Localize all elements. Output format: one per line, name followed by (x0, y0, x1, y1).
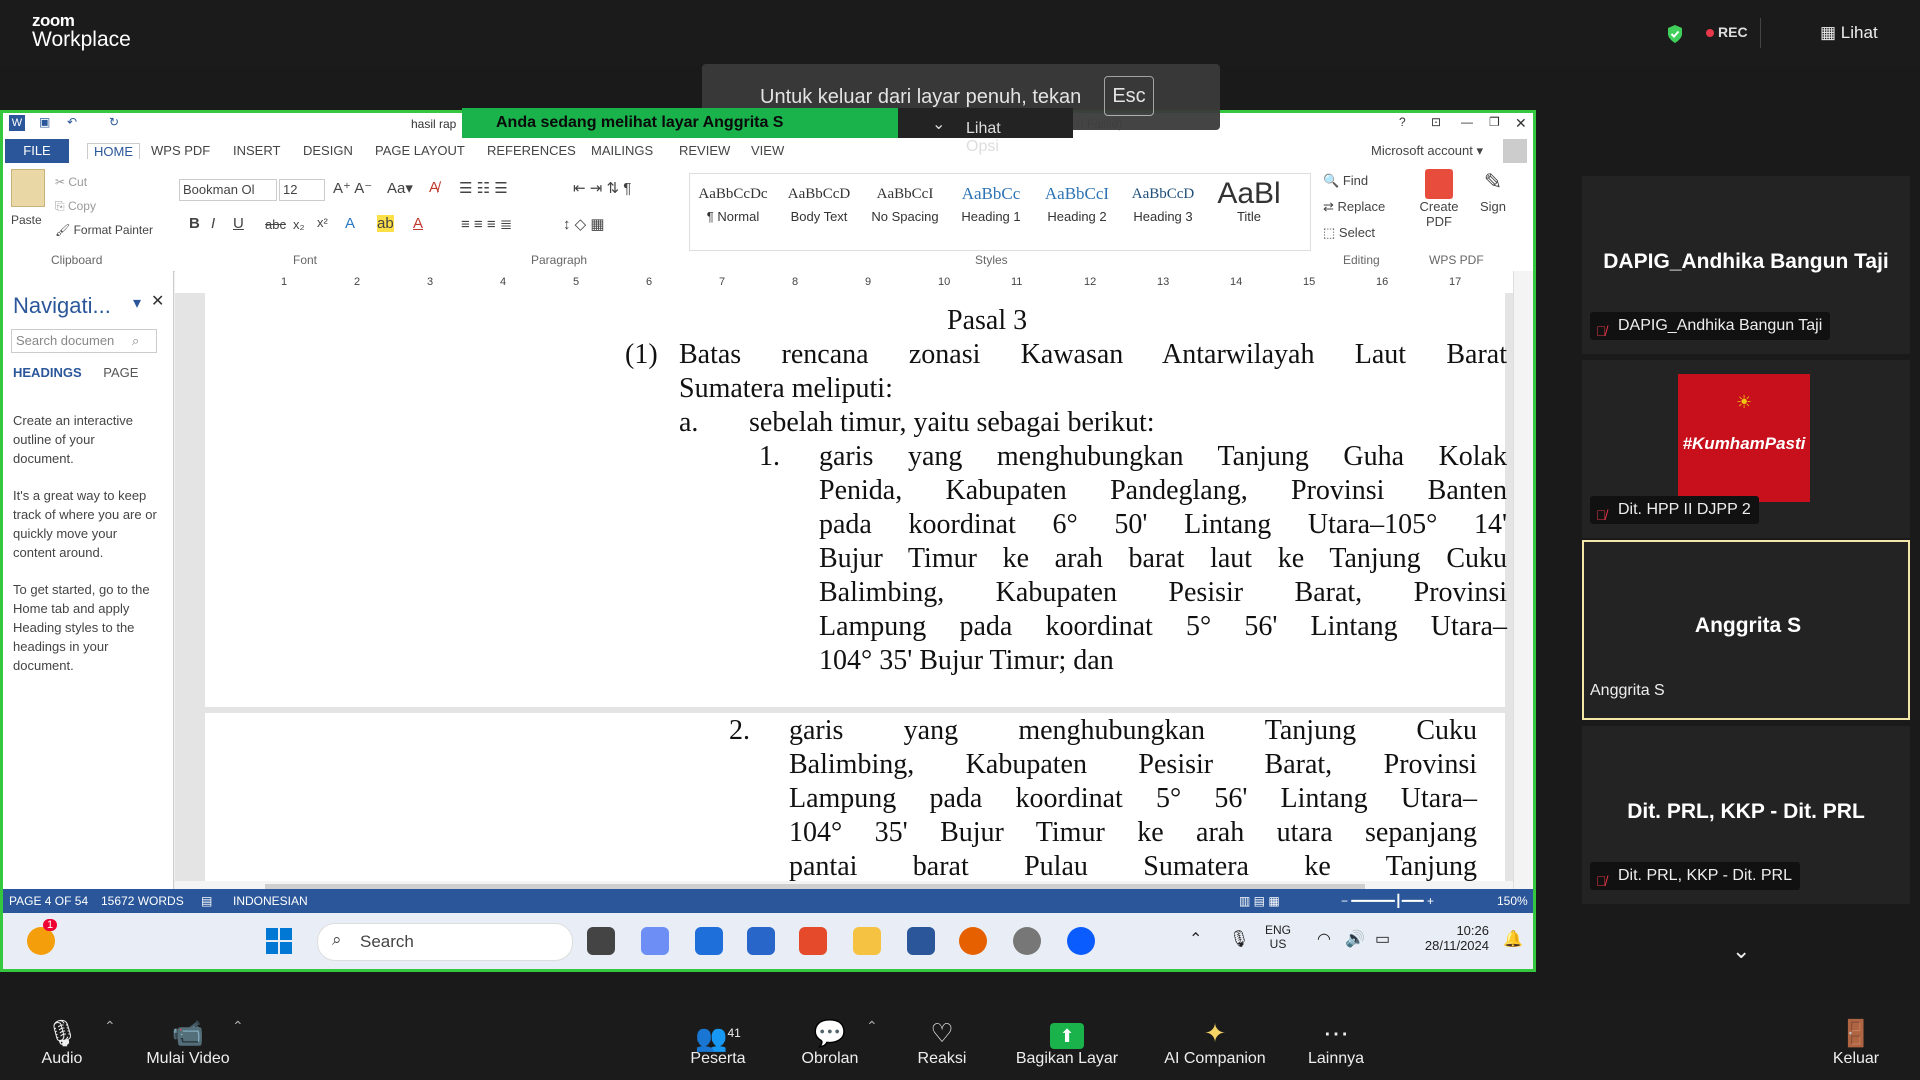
paragraph-line: pantai barat Pulau Sumatera ke Tanjung (789, 851, 1477, 881)
mic-muted-icon: 🎙 (45, 1018, 79, 1048)
create-pdf-button[interactable] (1409, 169, 1469, 245)
emblem-icon: ☀ (1736, 392, 1753, 412)
audio-label: Audio (41, 1050, 83, 1067)
taskbar-search-label: Search (360, 932, 414, 951)
participant-tile[interactable] (1582, 726, 1910, 904)
ai-companion-button[interactable] (1150, 1016, 1280, 1068)
reactions-label: Reaksi (917, 1050, 967, 1067)
search-icon: ⌕ (132, 333, 140, 348)
ruler-tick-label: 7 (719, 276, 726, 288)
leave-label: Keluar (1832, 1050, 1880, 1067)
search-placeholder: Search documen (16, 333, 115, 348)
participant-label-text: Dit. HPP II DJPP 2 (1618, 501, 1751, 518)
minimize-icon[interactable]: — (1461, 115, 1473, 129)
ruler-tick-label: 8 (792, 276, 799, 288)
avatar[interactable] (1503, 139, 1527, 163)
format-painter-label: Format Painter (73, 223, 153, 237)
style-preview: AaBl (1217, 177, 1281, 210)
redo-icon[interactable]: ↻ (109, 115, 120, 129)
superscript-button[interactable]: x² (317, 215, 328, 230)
clock-date: 28/11/2024 (1424, 938, 1489, 953)
tab-wps-pdf[interactable]: WPS PDF (151, 143, 211, 158)
style-preview: AaBbCcD (787, 186, 851, 202)
nav-menu-icon[interactable]: ▾ (133, 295, 142, 312)
help-icon[interactable]: ? (1399, 115, 1406, 129)
strikethrough-button[interactable]: abc (265, 217, 286, 232)
ruler-tick-label: 1 (281, 276, 288, 288)
help-paragraph: It's a great way to keep track of where you are or quickly move your content around. (13, 488, 157, 560)
tab-headings[interactable]: HEADINGS (13, 365, 82, 380)
wifi-icon[interactable]: ◠ (1317, 931, 1331, 948)
heart-icon: ♡ (930, 1018, 954, 1048)
paragraph-line: garis yang menghubungkan Tanjung Cuku (789, 715, 1477, 746)
zoom-controls-bar (0, 1000, 1920, 1080)
wps-group-label: WPS PDF (1429, 253, 1484, 267)
clock-time: 10:26 (1456, 923, 1489, 938)
esc-key: Esc (1104, 76, 1154, 116)
task-view-icon[interactable] (587, 927, 615, 955)
mic-muted-icon: 🎙̸ (1596, 323, 1607, 339)
ruler-tick-label: 4 (500, 276, 507, 288)
style-heading-3[interactable] (1121, 179, 1205, 239)
vertical-scrollbar[interactable] (1513, 271, 1534, 889)
font-size-value: 12 (283, 182, 298, 197)
replace-label: Replace (1337, 199, 1386, 214)
participant-label (1590, 862, 1800, 890)
paragraph-number: (1) (625, 339, 658, 370)
ribbon-display-icon[interactable]: ⊡ (1431, 115, 1442, 129)
create-pdf-label: Create PDF (1419, 199, 1459, 229)
zoom-app-icon[interactable] (1067, 927, 1095, 955)
paste-icon[interactable] (11, 169, 45, 207)
clipboard-group-label: Clipboard (51, 253, 103, 267)
zoom-logo (32, 12, 131, 50)
participants-icon: 👥$^{41}$ (695, 1022, 741, 1053)
tab-view[interactable]: VIEW (751, 143, 785, 158)
copilot-icon[interactable] (641, 927, 669, 955)
ruler-tick-label: 16 (1376, 276, 1389, 288)
word-app-icon: W (9, 115, 25, 131)
participant-name: Dit. PRL, KKP - Dit. PRL (1627, 800, 1865, 823)
leave-button[interactable] (1796, 1016, 1916, 1068)
select-label: Select (1338, 225, 1376, 240)
video-off-icon: 📹 (171, 1018, 205, 1048)
wps-icon[interactable] (799, 927, 827, 955)
ruler-tick-label: 14 (1230, 276, 1243, 288)
navigation-pane (3, 271, 174, 889)
view-label: Lihat (1840, 23, 1878, 42)
account-label: Microsoft account (1371, 143, 1473, 158)
file-explorer-icon[interactable] (853, 927, 881, 955)
sparkle-icon: ✦ (1204, 1018, 1226, 1048)
style-name: Heading 3 (1133, 209, 1193, 224)
more-icon: ⋯ (1323, 1018, 1349, 1048)
italic-button[interactable]: I (211, 215, 216, 232)
style-name: Heading 2 (1047, 209, 1107, 224)
format-painter-button[interactable]: 🖌 Format Painter (55, 223, 153, 237)
view-options-label: Lihat Opsi (966, 120, 1001, 155)
nav-pane-title: Navigati... (13, 293, 111, 318)
settings-icon[interactable] (1013, 927, 1041, 955)
paragraph-line: Lampung pada koordinat 5° 56' Lintang Utara– (819, 611, 1507, 642)
ruler-tick-label: 15 (1303, 276, 1316, 288)
lang-primary: ENG (1265, 923, 1292, 937)
spacing-shading-icons[interactable]: ↕ ◇ ▦ (563, 216, 605, 233)
tray-chevron-icon[interactable]: ⌃ (1189, 931, 1203, 948)
lang-secondary: US (1269, 937, 1287, 951)
style-name: No Spacing (871, 209, 939, 224)
leave-icon: 🚪 (1839, 1018, 1873, 1048)
volume-icon[interactable]: 🔊 (1345, 931, 1365, 948)
ruler-tick-label: 12 (1084, 276, 1097, 288)
highlight-icon[interactable]: ab (377, 215, 394, 232)
video-overlay-text: #KumhamPasti (1682, 434, 1806, 453)
viewing-screen-banner (462, 108, 898, 138)
participant-tile-active[interactable] (1582, 540, 1910, 720)
recording-indicator[interactable] (1706, 24, 1748, 40)
share-screen-icon: ⬆ (1002, 1016, 1132, 1050)
paragraph-line: Penida, Kabupaten Pandeglang, Provinsi Banten (819, 475, 1507, 506)
viewing-message: Anda sedang melihat layar Anggrita S (496, 114, 784, 131)
notification-icon[interactable]: 🔔 (1503, 931, 1523, 948)
tab-mailings[interactable]: MAILINGS (591, 143, 654, 158)
font-size-select[interactable] (279, 179, 325, 201)
paragraph-line: Sumatera meliputi: (679, 373, 893, 404)
editing-group-label: Editing (1343, 253, 1380, 267)
participant-label-text: Anggrita S (1590, 682, 1665, 699)
paragraph-line: Batas rencana zonasi Kawasan Antarwilayah Laut Barat (679, 339, 1507, 370)
tab-file[interactable]: FILE (5, 139, 69, 163)
style-heading-1[interactable] (949, 179, 1033, 239)
search-input[interactable] (11, 329, 157, 353)
page (205, 293, 1505, 707)
weather-icon[interactable] (27, 927, 55, 955)
style-preview: AaBbCc (961, 184, 1021, 203)
participant-name: DAPIG_Andhika Bangun Taji (1603, 250, 1889, 273)
firefox-icon[interactable] (959, 927, 987, 955)
tab-design[interactable]: DESIGN (303, 143, 353, 158)
style-title[interactable] (1207, 179, 1291, 239)
bullets-icon[interactable]: ☰ ☷ ☰ (459, 180, 508, 197)
word-count[interactable]: 15672 WORDS (101, 894, 184, 908)
help-paragraph: To get started, go to the Home tab and apply Heading styles to the headings in your document. (13, 582, 150, 673)
paragraph-line: garis yang menghubungkan Tanjung Guha Kolak (819, 441, 1507, 472)
style-preview: AaBbCcI (876, 186, 934, 202)
item-number: 2. (729, 715, 750, 746)
align-icons[interactable]: ≡ ≡ ≡ ≣ (461, 216, 513, 233)
list-letter: a. (679, 407, 699, 438)
tab-home[interactable]: HOME (87, 143, 140, 159)
sign-button[interactable] (1471, 169, 1515, 245)
more-button[interactable] (1276, 1016, 1396, 1068)
tab-insert[interactable]: INSERT (233, 143, 281, 158)
windows-taskbar (3, 913, 1533, 969)
divider (1760, 18, 1761, 48)
store-icon[interactable] (747, 927, 775, 955)
article-heading: Pasal 3 (947, 305, 1028, 336)
chat-options-chevron-icon[interactable]: ⌃ (866, 1018, 878, 1034)
tab-references[interactable]: REFERENCES (487, 143, 576, 158)
participants-count: 41 (727, 1026, 741, 1040)
video-label: Mulai Video (146, 1050, 230, 1067)
grid-icon: ▦ (1820, 23, 1841, 42)
ai-label: AI Companion (1164, 1050, 1266, 1067)
mic-muted-icon: 🎙̸ (1596, 507, 1607, 523)
font-color-icon[interactable]: A (413, 215, 424, 232)
paste-button[interactable]: Paste (11, 213, 42, 227)
paragraph-line: Bujur Timur ke arah barat laut ke Tanjung Cuku (819, 543, 1507, 574)
clock[interactable] (1409, 923, 1489, 953)
indent-icon[interactable]: ⇤ ⇥ ⇅ ¶ (573, 180, 632, 197)
participant-label-text: DAPIG_Andhika Bangun Taji (1618, 317, 1823, 334)
copy-label: Copy (67, 199, 96, 213)
paragraph-line: Lampung pada koordinat 5° 56' Lintang Utara– (789, 783, 1477, 814)
undo-icon[interactable]: ↶ (67, 115, 78, 129)
list-text: sebelah timur, yaitu sebagai berikut: (749, 407, 1155, 438)
style-preview: AaBbCcDc (698, 186, 768, 202)
share-label: Bagikan Layar (1015, 1050, 1119, 1067)
style-heading-2[interactable] (1035, 179, 1119, 239)
paragraph-line: 104° 35' Bujur Timur; dan (819, 645, 1114, 676)
paragraph-line: 104° 35' Bujur Timur ke arah utara sepanjang (789, 817, 1477, 848)
paragraph-line: Balimbing, Kabupaten Pesisir Barat, Provinsi (789, 749, 1477, 780)
paragraph-line: Balimbing, Kabupaten Pesisir Barat, Provinsi (819, 577, 1507, 608)
font-name-value: Bookman Ol (183, 182, 255, 197)
battery-icon[interactable]: ▭ (1375, 931, 1391, 948)
participant-tile[interactable] (1582, 176, 1910, 354)
view-options-button[interactable]: Lihat Opsi ⌄ (898, 108, 1073, 138)
chat-icon: 💬 (813, 1018, 847, 1048)
find-button[interactable]: 🔍 Find (1323, 173, 1369, 188)
participant-label (1590, 496, 1759, 524)
select-button[interactable]: ⬚ Select (1323, 225, 1376, 240)
participants-button[interactable] (658, 1016, 778, 1068)
ruler-tick-label: 11 (1011, 276, 1023, 288)
grow-font-icon[interactable]: A⁺ A⁻ (333, 180, 373, 197)
style-body-text[interactable] (777, 179, 861, 239)
close-icon[interactable]: ✕ (151, 293, 165, 310)
video-options-chevron-icon[interactable]: ⌃ (232, 1018, 244, 1034)
reactions-button[interactable] (882, 1016, 1002, 1068)
ruler-tick-label: 10 (938, 276, 951, 288)
share-screen-button[interactable] (1002, 1016, 1132, 1068)
copy-button[interactable]: ⎘ Copy (55, 199, 96, 213)
participant-label (1590, 312, 1830, 340)
audio-options-chevron-icon[interactable]: ⌃ (104, 1018, 116, 1034)
document-area[interactable] (175, 293, 1513, 881)
chat-label: Obrolan (801, 1050, 859, 1067)
style-name: Heading 1 (961, 209, 1021, 224)
start-video-button[interactable] (128, 1016, 248, 1068)
document-title: hasil rap (411, 117, 457, 131)
account-menu[interactable]: Microsoft account ▾ (1371, 143, 1484, 158)
more-label: Lainnya (1307, 1050, 1365, 1067)
text-effects-icon[interactable]: A (345, 215, 356, 232)
style-name: Title (1236, 209, 1262, 224)
ruler-tick-label: 3 (427, 276, 434, 288)
taskbar-search[interactable] (317, 923, 573, 961)
find-label: Find (1342, 173, 1369, 188)
restore-icon[interactable]: ❐ (1489, 115, 1500, 129)
participant-name: Anggrita S (1694, 614, 1802, 637)
paragraph-line: pada koordinat 6° 50' Lintang Utara–105° 14' (819, 509, 1507, 540)
ruler-tick-label: 17 (1449, 276, 1462, 288)
change-case-icon[interactable]: Aa▾ (387, 180, 413, 197)
mic-icon[interactable]: 🎙 (1229, 931, 1250, 948)
ruler[interactable] (175, 271, 1513, 294)
participant-label-text: Dit. PRL, KKP - Dit. PRL (1618, 867, 1792, 884)
view-button[interactable] (1820, 23, 1878, 43)
zoom-top-bar (0, 0, 1920, 66)
pdf-icon (1425, 169, 1453, 199)
outlook-icon[interactable] (695, 927, 723, 955)
font-group-label: Font (293, 253, 318, 267)
paragraph-group-label: Paragraph (531, 253, 588, 267)
cut-button[interactable]: ✂ Cut (55, 175, 88, 189)
style-name: Body Text (790, 209, 848, 224)
mic-muted-icon: 🎙̸ (1596, 873, 1607, 889)
search-icon: ⌕ (332, 930, 342, 949)
shield-icon[interactable] (1666, 24, 1684, 44)
ruler-tick-label: 13 (1157, 276, 1170, 288)
style-preview: AaBbCcD (1131, 186, 1195, 202)
ribbon-tabs (3, 137, 1533, 163)
participant-panel (1582, 176, 1912, 976)
tab-page-layout[interactable]: PAGE LAYOUT (375, 143, 465, 158)
status-bar (3, 889, 1533, 913)
fullscreen-message: Untuk keluar dari layar penuh, tekan (760, 86, 1082, 108)
ruler-tick-label: 6 (646, 276, 653, 288)
view-mode-icons[interactable]: ▥ ▤ ▦ (1239, 894, 1280, 908)
page (205, 713, 1505, 881)
save-icon[interactable]: ▣ (39, 115, 51, 129)
ruler-tick-label: 9 (865, 276, 872, 288)
zoom-product: Workplace (32, 28, 131, 51)
word-taskbar-icon[interactable] (907, 927, 935, 955)
zoom-slider[interactable]: − ━━━━━━┃━━━ + (1341, 894, 1434, 908)
style-preview: AaBbCcI (1044, 184, 1110, 203)
language-status[interactable]: INDONESIAN (233, 894, 308, 908)
help-paragraph: Create an interactive outline of your document. (13, 413, 133, 466)
style-no-spacing[interactable] (863, 179, 947, 239)
sign-label: Sign (1479, 199, 1507, 214)
ruler-tick-label: 5 (573, 276, 580, 288)
pen-icon: ✎ (1483, 169, 1503, 194)
participant-tile[interactable] (1582, 360, 1910, 538)
ruler-tick-label: 2 (354, 276, 361, 288)
zoom-level[interactable]: 150% (1497, 894, 1528, 908)
tab-pages[interactable]: PAGE (103, 365, 139, 380)
chevron-down-icon[interactable]: ⌄ (1732, 938, 1751, 963)
item-number: 1. (759, 441, 780, 472)
participants-label: Peserta (690, 1050, 746, 1067)
underline-button[interactable]: U (233, 215, 244, 232)
notification-badge: 1 (43, 919, 57, 931)
style-name: ¶ Normal (706, 209, 760, 224)
tab-review[interactable]: REVIEW (679, 143, 731, 158)
zoom-brand: zoom (32, 11, 75, 30)
windows-start-icon[interactable] (265, 927, 293, 955)
nav-help-text (13, 411, 158, 693)
styles-group-label: Styles (975, 253, 1008, 267)
language-indicator[interactable] (1265, 923, 1291, 951)
rec-label: REC (1718, 24, 1748, 40)
bold-button[interactable]: B (189, 215, 200, 232)
ribbon (3, 163, 1533, 272)
font-name-select[interactable] (179, 179, 277, 201)
cut-label: Cut (68, 175, 88, 189)
record-dot-icon (1706, 29, 1714, 37)
participant-video (1678, 374, 1810, 502)
page-count[interactable]: PAGE 4 OF 54 (9, 894, 89, 908)
replace-button[interactable]: ⇄ Replace (1323, 199, 1386, 214)
clear-format-icon[interactable]: A̸ (429, 179, 440, 196)
proofing-icon[interactable]: ▤ (201, 894, 213, 908)
subscript-button[interactable]: x₂ (293, 217, 305, 232)
shared-screen (0, 110, 1536, 972)
nav-tabs (13, 365, 138, 380)
style-normal[interactable] (691, 179, 775, 239)
close-icon[interactable]: ✕ (1515, 115, 1527, 131)
